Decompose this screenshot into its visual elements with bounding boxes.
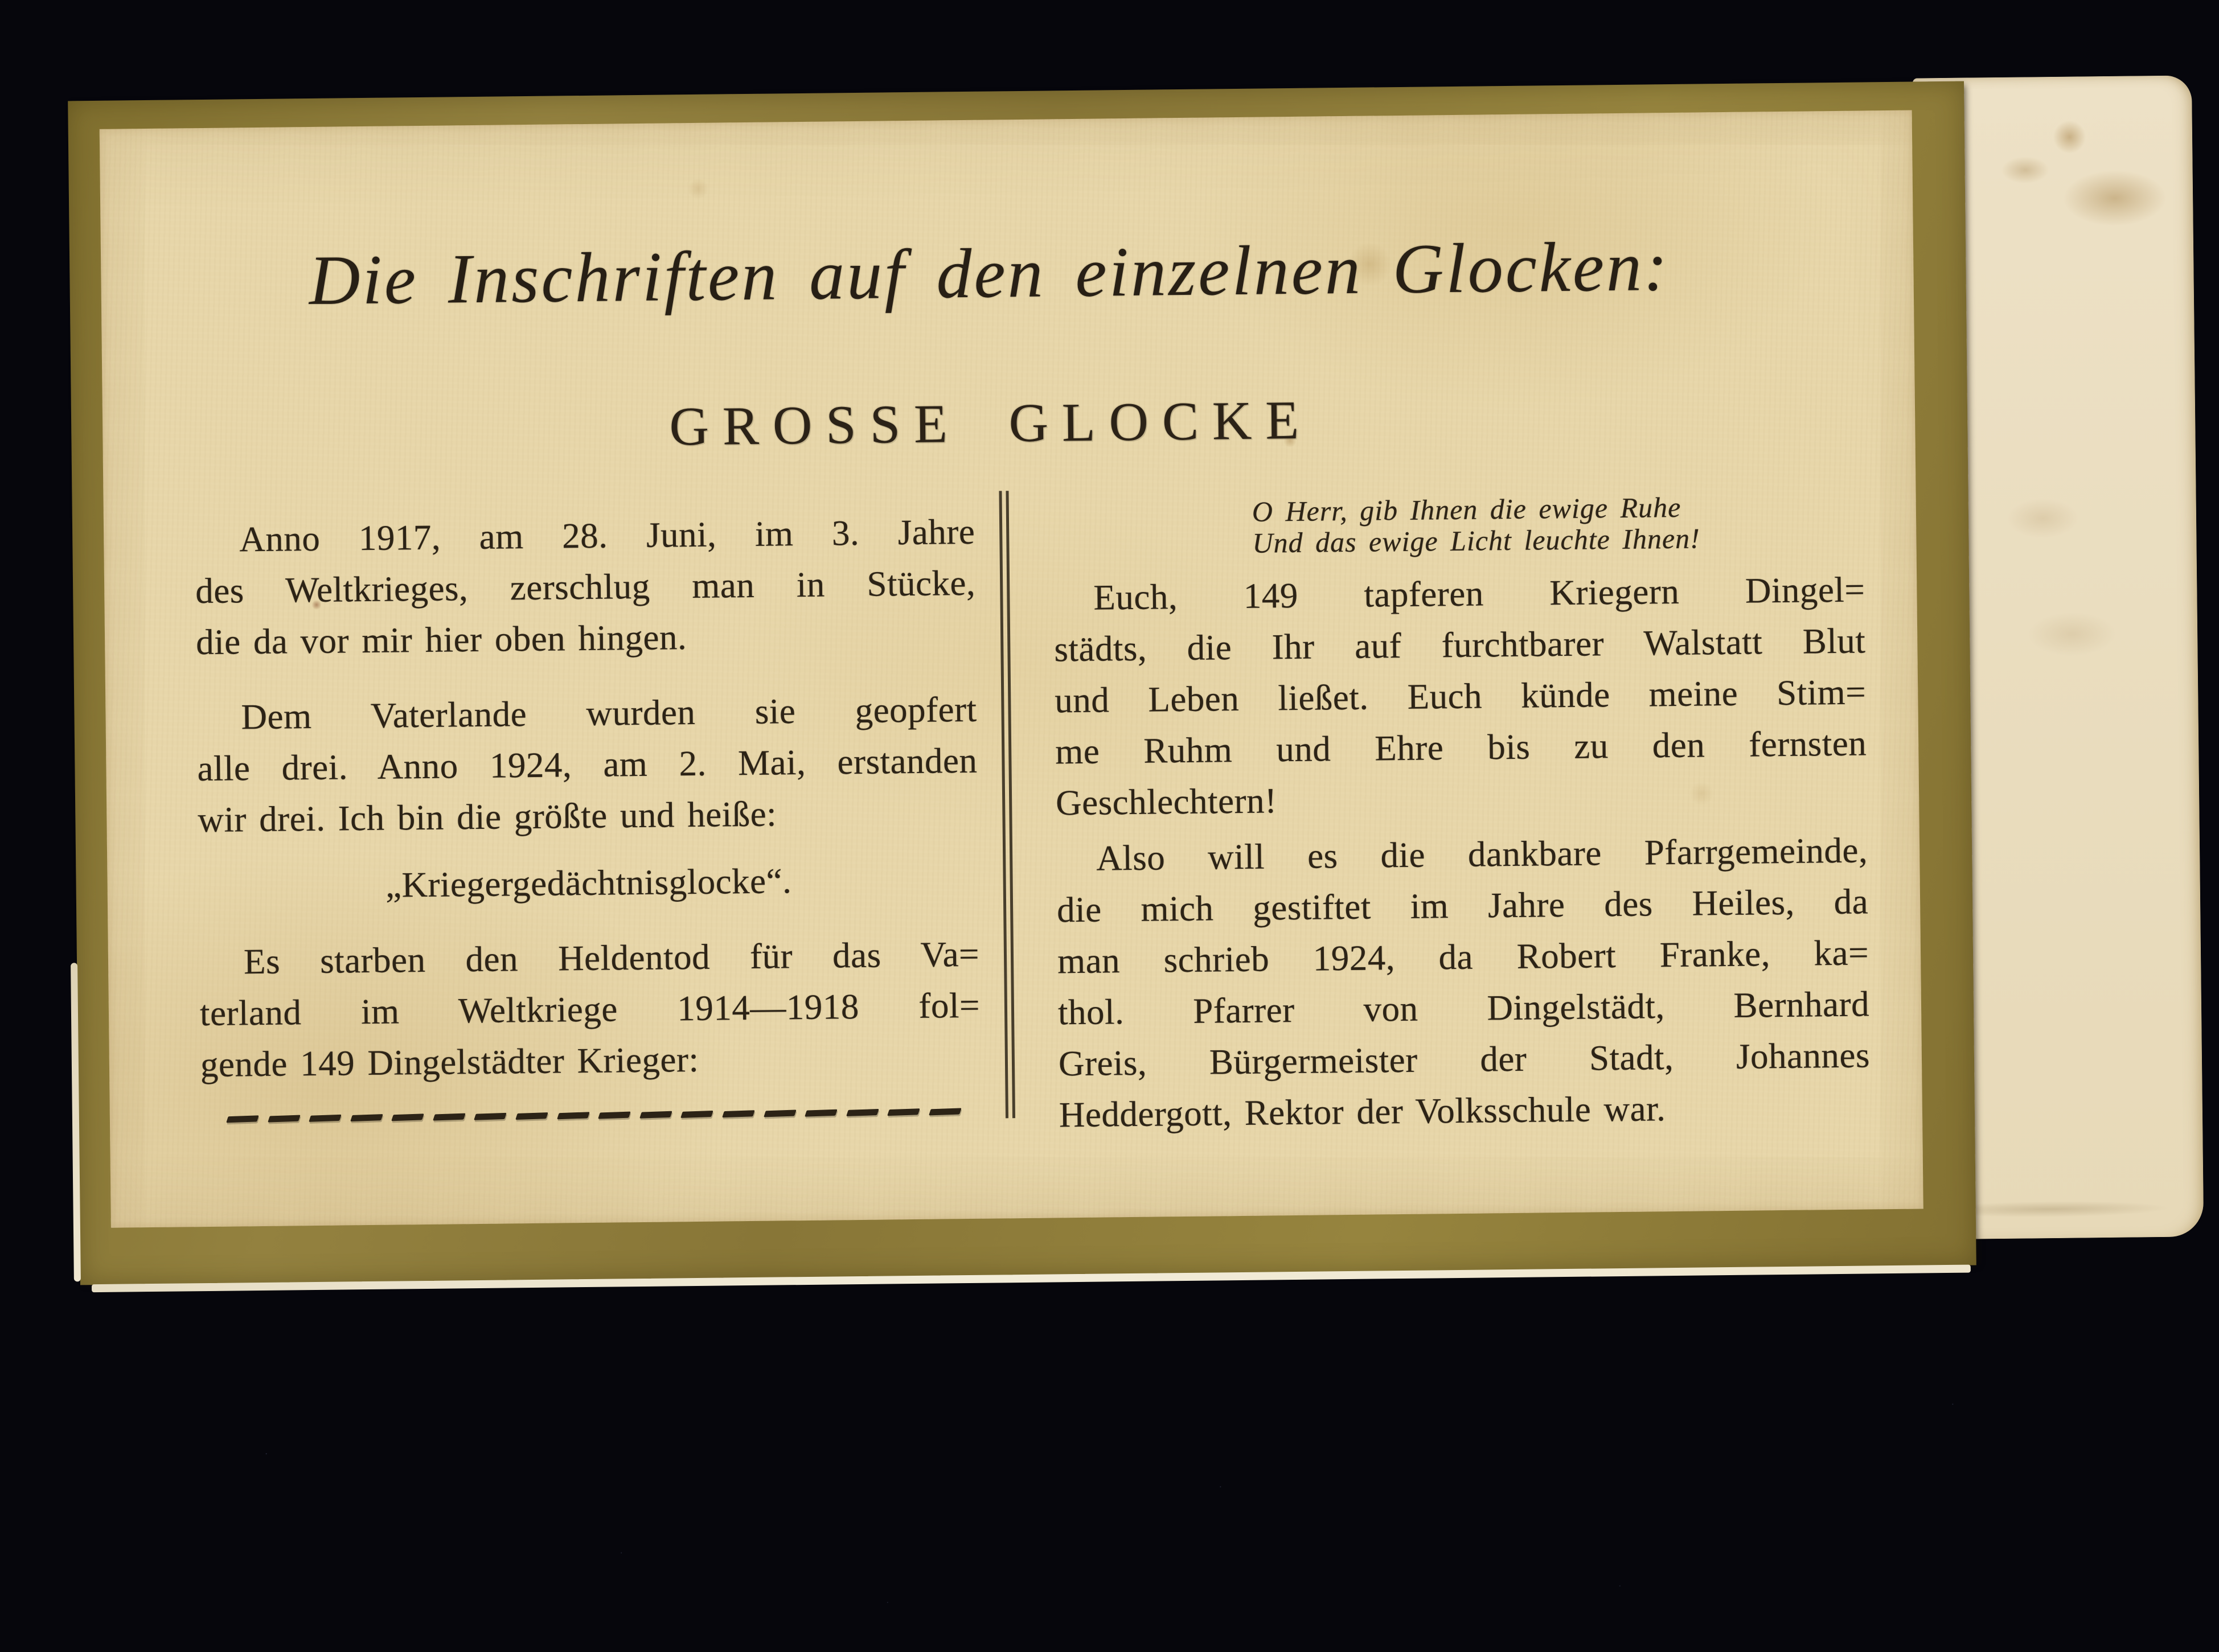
text-line: die mich gestiftet im Jahre des Heiles, da [1056,881,1869,930]
rule-dash [805,1109,838,1117]
text-line: Greis, Bürgermeister der Stadt, Johannes [1058,1035,1871,1084]
rule-dash [598,1111,631,1119]
text-line: Also will es die dankbare Pfarrgemeinde, [1096,830,1868,878]
rule-dash [929,1108,962,1115]
text-line: thol. Pfarrer von Dingelstädt, Bernhard [1057,984,1870,1033]
text-line: gende 149 Dingelstädter Krieger: [200,1039,699,1085]
text-line: Anno 1917, am 28. Juni, im 3. Jahre [239,511,975,560]
text-line: städts, die Ihr auf furchtbarer Walstatt Blut [1054,620,1866,669]
column-divider-rule [999,491,1015,1118]
rule-dash [226,1115,259,1123]
text-line: Geschlechtern! [1055,780,1277,823]
two-column-text [195,490,1871,1135]
rule-dash [309,1115,342,1122]
rule-dash [557,1112,590,1119]
card-tilt-wrapper [68,79,2210,1288]
paragraph-heldentod [199,928,981,1090]
card-paper [100,110,1923,1228]
paragraph-euch-149 [1053,564,1868,828]
rule-dash [391,1113,424,1121]
paragraph-anno-1917 [195,506,977,668]
text-line: „Kriegergedächtnisglocke“. [385,861,792,905]
rule-dash [515,1112,548,1120]
dashed-rule [201,1108,981,1125]
text-line: Heddergott, Rektor der Volksschule war. [1059,1088,1666,1135]
rule-dash [680,1111,713,1118]
text-line: alle drei. Anno 1924, am 2. Mai, erstanden [197,740,978,789]
paragraph-bell-name-quote [198,853,979,913]
rule-dash [268,1115,301,1123]
bell-name-heading: GROSSE GLOCKE [668,389,1313,457]
rule-dash [846,1109,879,1116]
text-line: Und das ewige Licht leuchte Ihnen! [1252,522,1701,559]
rule-dash [639,1111,672,1119]
rule-dash [350,1114,383,1121]
paragraph-vaterland [196,684,978,845]
text-line: O Herr, gib Ihnen die ewige Ruhe [1252,491,1681,528]
text-line: und Leben ließet. Euch künde meine Stim= [1054,672,1867,721]
left-column [195,506,981,1125]
text-line: wir drei. Ich bin die größte und heiße: [198,794,777,840]
right-column [1053,490,1871,1140]
text-line: Dem Vaterlande wurden sie geopfert [241,689,977,737]
text-line: Es starben den Heldentod für das Va= [243,934,980,982]
memorial-card [68,81,1976,1285]
rule-dash [722,1110,755,1117]
paragraph-pfarrgemeinde [1056,824,1871,1140]
rule-dash [474,1113,507,1120]
text-line: man schrieb 1924, da Robert Franke, ka= [1057,932,1869,981]
text-line: Euch, 149 tapferen Kriegern Dingel= [1093,569,1865,618]
prayer-verse [1053,490,1865,561]
text-line: die da vor mir hier oben hingen. [195,617,687,663]
page-title: Die Inschriften auf den einzelnen Glocken: [309,227,1670,320]
text-line: me Ruhm und Ehre bis zu den fernsten [1055,723,1867,772]
rule-dash [764,1109,797,1117]
text-line: des Weltkrieges, zerschlug man in Stücke, [195,562,976,611]
text-line: terland im Weltkriege 1914—1918 fol= [199,985,981,1034]
rule-dash [433,1113,466,1121]
rule-dash [887,1108,920,1116]
